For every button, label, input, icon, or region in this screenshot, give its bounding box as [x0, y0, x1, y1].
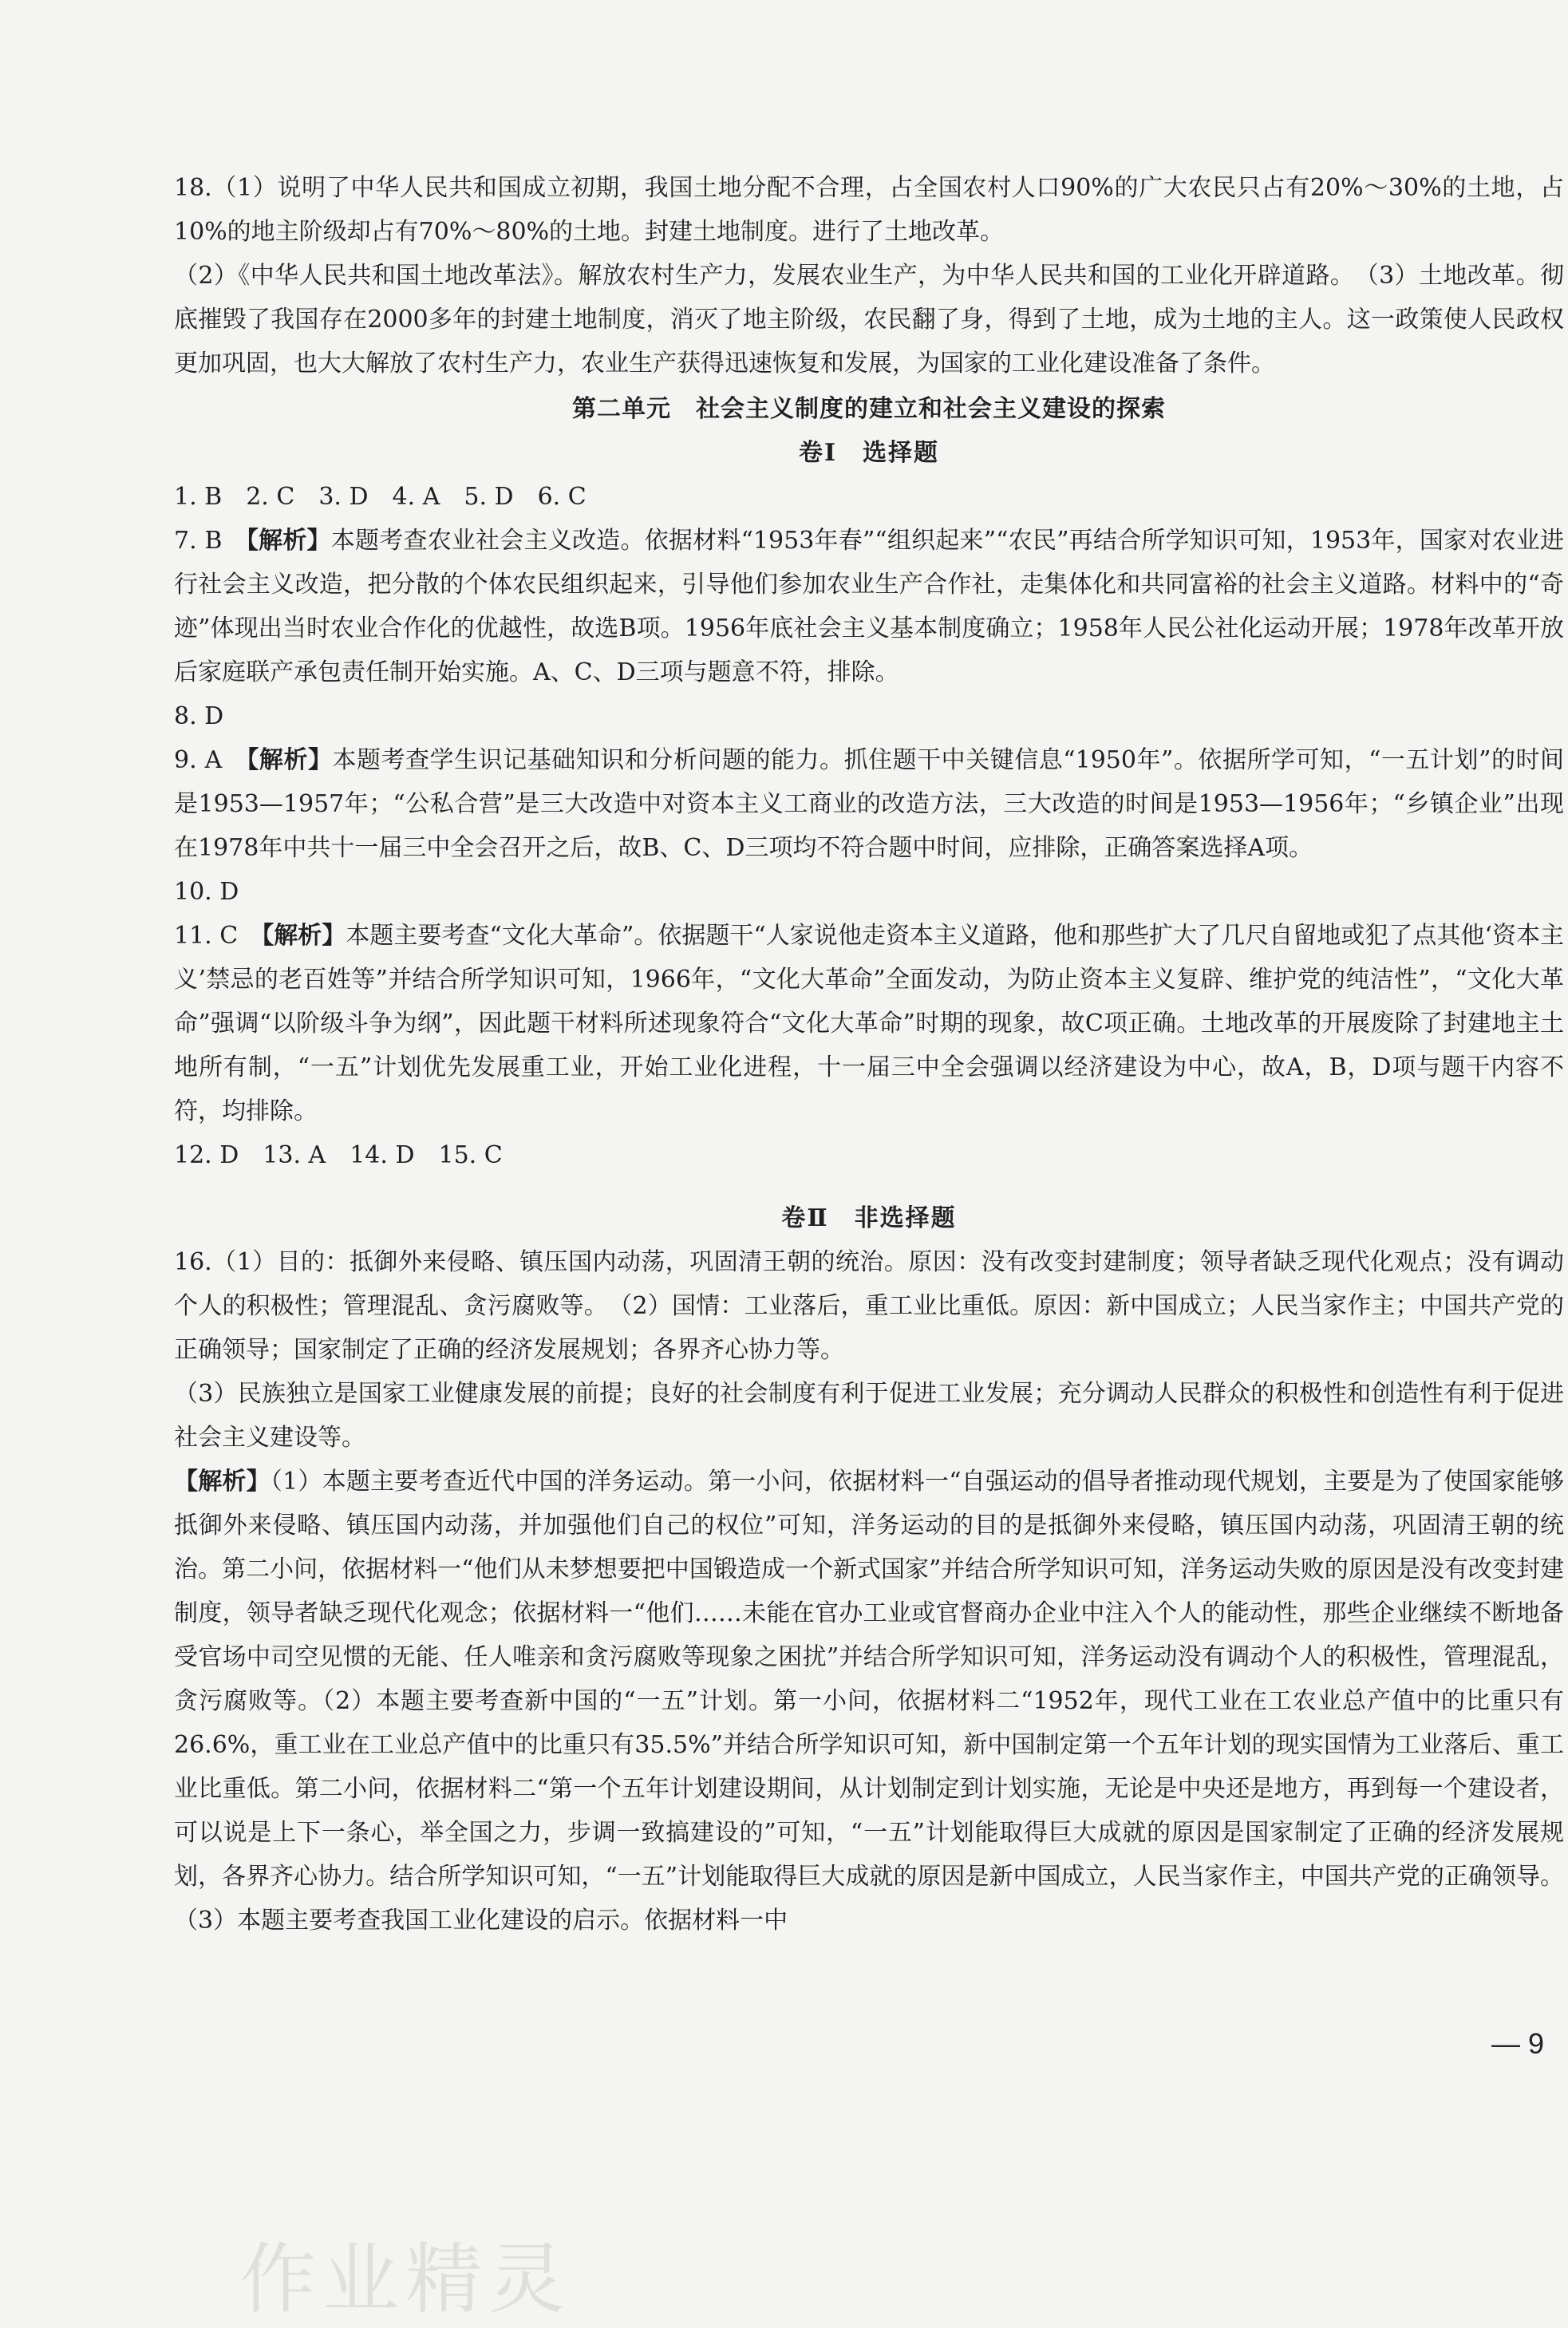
watermark: 作业精灵 — [239, 2235, 571, 2324]
q18-part2: （2）《中华人民共和国土地改革法》。解放农村生产力，发展农业生产，为中华人民共和国的工业化开辟道路。 （3）土地改革。彻底摧毁了我国存在2000多年的封建土地制度，消灭了地主阶级，农民翻了身，得到了土地，成为土地的主人。这一政策使人民政权更加巩固，也大大解放了农村生产力，农业生产获得迅速恢复和发展，为国家的工业化建设准备了条件。 — [174, 262, 1564, 377]
q9-answer — [174, 738, 1564, 870]
answer-content — [174, 166, 1564, 1943]
volume-1-title: 卷Ⅰ 选择题 — [798, 439, 940, 467]
answer-8: 8. D — [174, 702, 224, 730]
answer-10: 10. D — [174, 878, 239, 906]
q9-head: 9. A — [174, 746, 247, 774]
q7-answer — [174, 519, 1564, 694]
q11-head: 11. C — [174, 922, 263, 950]
q11-answer — [174, 914, 1564, 1133]
q7-analysis-tag: 【解析】 — [246, 527, 331, 555]
q9-analysis-tag: 【解析】 — [247, 746, 333, 774]
q9-analysis: 本题考查学生识记基础知识和分析问题的能力。抓住题干中关键信息“1950年”。依据所学可知，“一五计划”的时间是1953—1957年；“公私合营”是三大改造中对资本主义工商业的改造方法，三大改造的时间是1953—1956年；“乡镇企业”出现在1978年中共十一届三中全会召开之后，故B、C、D三项均不符合题中时间，应排除，正确答案选择A项。 — [174, 746, 1564, 862]
q16-answer: 16.（1）目的：抵御外来侵略、镇压国内动荡，巩固清王朝的统治。原因：没有改变封建制度；领导者缺乏现代化观点；没有调动个人的积极性；管理混乱、贪污腐败等。 （2）国情：工业落后，重工业比重低。原因：新中国成立；人民当家作主；中国共产党的正确领导；国家制定了正确的经济发展规划；各界齐心协力等。 — [174, 1248, 1564, 1364]
unit-title: 第二单元 社会主义制度的建立和社会主义建设的探索 — [572, 395, 1166, 423]
q7-analysis: 本题考查农业社会主义改造。依据材料“1953年春”“组织起来”“农民”再结合所学知识可知，1953年，国家对农业进行社会主义改造，把分散的个体农民组织起来，引导他们参加农业生产合作社，走集体化和共同富裕的社会主义道路。材料中的“奇迹”体现出当时农业合作化的优越性，故选B项。1956年底社会主义基本制度确立；1958年人民公社化运动开展；1978年改革开放后家庭联产承包责任制开始实施。A、C、D三项与题意不符，排除。 — [174, 527, 1565, 686]
q16-analysis — [174, 1460, 1564, 1943]
q16-analysis-text: （1）本题主要考查近代中国的洋务运动。第一小问，依据材料一“自强运动的倡导者推动现代规划，主要是为了使国家能够抵御外来侵略、镇压国内动荡，并加强他们自己的权位”可知，洋务运动的目的是抵御外来侵略，镇压国内动荡，巩固清王朝的统治。第二小问，依据材料一“他们从未梦想要把中国锻造成一个新式国家”并结合所学知识可知，洋务运动失败的原因是没有改变封建制度，领导者缺乏现代化观念；依据材料一“他们……未能在官办工业或官督商办企业中注入个人的能动性，那些企业继续不断地备受官场中司空见惯的无能、任人唯亲和贪污腐败等现象之困扰”并结合所学知识可知，洋务运动没有调动个人的积极性，管理混乱，贪污腐败等。（2）本题主要考查新中国的“一五”计划。第一小问，依据材料二“1952年，现代工业在工农业总产值中的比重只有26.6%，重工业在工业总产值中的比重只有35.5%”并结合所学知识可知，新中国制定第一个五年计划的现实国情为工业落后、重工业比重低。第二小问，依据材料二“第一个五年计划建设期间，从计划制定到计划实施，无论是中央还是地方，再到每一个建设者，可以说是上下一条心，举全国之力，步调一致搞建设的”可知，“一五”计划能取得巨大成就的原因是国家制定了正确的经济发展规划，各界齐心协力。结合所学知识可知，“一五”计划能取得巨大成就的原因是新中国成立，人民当家作主，中国共产党的正确领导。（3）本题主要考查我国工业化建设的启示。依据材料一中 — [174, 1468, 1564, 1935]
q11-analysis-tag: 【解析】 — [262, 922, 346, 950]
q7-head: 7. B — [174, 527, 247, 555]
page-number: — 9 — [1491, 2027, 1544, 2060]
q18-part1: 18.（1）说明了中华人民共和国成立初期，我国土地分配不合理，占全国农村人口90%的广大农民只占有20%～30%的土地，占10%的地主阶级却占有70%～80%的土地。封建土地制度。进行了土地改革。 — [174, 174, 1564, 246]
answers-12-15: 12. D 13. A 14. D 15. C — [174, 1141, 503, 1169]
answers-1-6: 1. B 2. C 3. D 4. A 5. D 6. C — [174, 483, 587, 511]
q16-part3: （3）民族独立是国家工业健康发展的前提；良好的社会制度有利于促进工业发展；充分调动人民群众的积极性和创造性有利于促进社会主义建设等。 — [174, 1380, 1564, 1452]
volume-2-title: 卷Ⅱ 非选择题 — [781, 1204, 957, 1232]
q11-analysis: 本题主要考查“文化大革命”。依据题干“人家说他走资本主义道路，他和那些扩大了几尺自留地或犯了点其他‘资本主义’禁忌的老百姓等”并结合所学知识可知，1966年，“文化大革命”全面发动，为防止资本主义复辟、维护党的纯洁性”，“文化大革命”强调“以阶级斗争为纲”，因此题干材料所述现象符合“文化大革命”时期的现象，故C项正确。土地改革的开展废除了封建地主土地所有制，“一五”计划优先发展重工业，开始工业化进程，十一届三中全会强调以经济建设为中心，故A，B，D项与题干内容不符，均排除。 — [174, 922, 1565, 1125]
q16-analysis-tag: 【解析】 — [174, 1468, 271, 1496]
